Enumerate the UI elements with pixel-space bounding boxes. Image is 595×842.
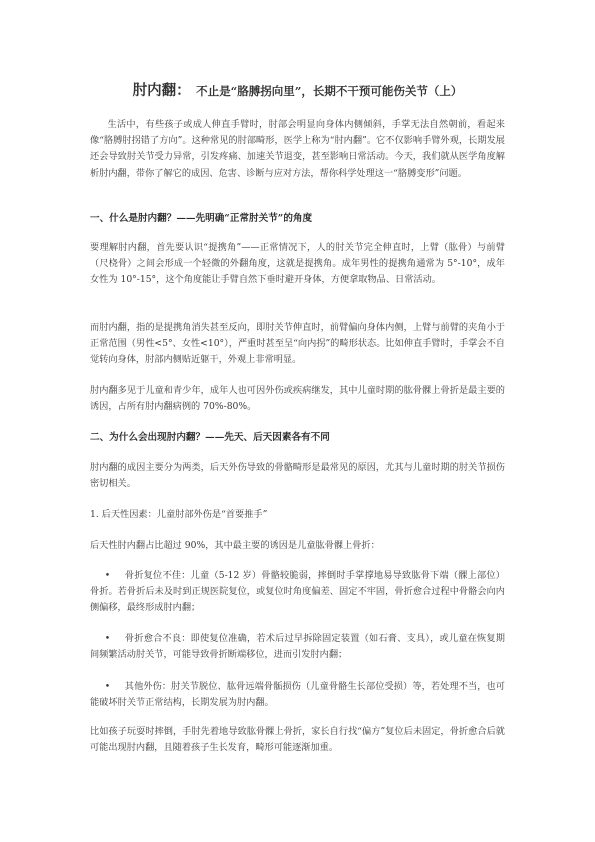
list-item-text: 骨折愈合不良：即使复位准确，若术后过早拆除固定装置（如石膏、支具），或儿童在恢复期间频繁活动肘关节，可能导致骨折断端移位，进而引发肘内翻； bbox=[90, 633, 505, 661]
section-2-heading: 二、为什么会出现肘内翻？——先天、后天因素各有不同 bbox=[90, 432, 330, 443]
section-2-paragraph-3: 比如孩子玩耍时摔倒，手肘先着地导致肱骨髁上骨折，家长自行找“偏方”复位后未固定，骨折愈合后就可能出现肘内翻，且随着孩子生长发育，畸形可能逐渐加重。 bbox=[90, 726, 505, 754]
section-2-subheading: 1. 后天性因素：儿童肘部外伤是“首要推手” bbox=[90, 509, 268, 520]
title-main: 肘内翻： bbox=[132, 82, 191, 99]
section-2-paragraph-2: 后天性肘内翻占比超过 90%，其中最主要的诱因是儿童肱骨髁上骨折： bbox=[90, 540, 380, 551]
section-1-heading: 一、什么是肘内翻？——先明确“正常肘关节”的角度 bbox=[90, 213, 313, 224]
page-title bbox=[0, 79, 595, 100]
list-item bbox=[90, 631, 505, 663]
bullet-marker: • bbox=[104, 633, 111, 644]
section-1-paragraph-3: 肘内翻多见于儿童和青少年，成年人也可因外伤或疾病继发，其中儿童时期的肱骨髁上骨折是最主要的诱因，占所有肘内翻病例的 70%-80%。 bbox=[90, 385, 505, 413]
bullet-marker: • bbox=[104, 681, 111, 692]
bullet-marker: • bbox=[104, 570, 111, 581]
section-1-paragraph-2: 而肘内翻，指的是提携角消失甚至反向，即肘关节伸直时，前臂偏向身体内侧，上臂与前臂的夹角小于正常范围（男性<5°、女性<10°），严重时甚至呈“向内拐”的畸形状态。比如伸直手臂时，手掌会不自觉转向身体，肘部内侧贴近躯干，外观上非常明显。 bbox=[90, 322, 505, 366]
intro-paragraph: 生活中，有些孩子或成人伸直手臂时，肘部会明显向身体内侧倾斜，手掌无法自然朝前，看起来像“胳膊肘拐错了方向”。这种常见的肘部畸形，医学上称为“肘内翻”。它不仅影响手臂外观，长期发展还会导致肘关节受力异常，引发疼痛、加速关节退变，甚至影响日常活动。今天，我们就从医学角度解析肘内翻，带你了解它的成因、危害、诊断与应对方法，帮你科学处理这一“胳膊变形”问题。 bbox=[90, 119, 505, 179]
list-item bbox=[90, 679, 505, 711]
section-2-paragraph-1: 肘内翻的成因主要分为两类，后天外伤导致的骨骼畸形是最常见的原因，尤其与儿童时期的肘关节损伤密切相关。 bbox=[90, 462, 505, 490]
title-subtitle: 不止是“胳膊拐向里”，长期不干预可能伤关节（上） bbox=[196, 84, 463, 98]
list-item bbox=[90, 568, 505, 617]
section-1-paragraph-1: 要理解肘内翻，首先要认识“提携角”——正常情况下，人的肘关节完全伸直时，上臂（肱骨）与前臂（尺桡骨）之间会形成一个轻微的外翻角度，这就是提携角。成年男性的提携角通常为 5°-10°，成年女性为 10°-15°，这个角度能让手臂自然下垂时避开身体，方便拿取物品、日常活动。 bbox=[90, 242, 505, 286]
list-item-text: 其他外伤：肘关节脱位、肱骨远端骨骺损伤（儿童骨骼生长部位受损）等，若处理不当，也可能破坏肘关节正常结构，长期发展为肘内翻。 bbox=[90, 681, 505, 709]
list-item-text: 骨折复位不佳：儿童（5-12 岁）骨骼较脆弱，摔倒时手掌撑地易导致肱骨下端（髁上部位）骨折。若骨折后未及时到正规医院复位，或复位时角度偏差、固定不牢固，骨折愈合过程中骨骼会向内侧偏移，最终形成肘内翻； bbox=[90, 570, 505, 614]
